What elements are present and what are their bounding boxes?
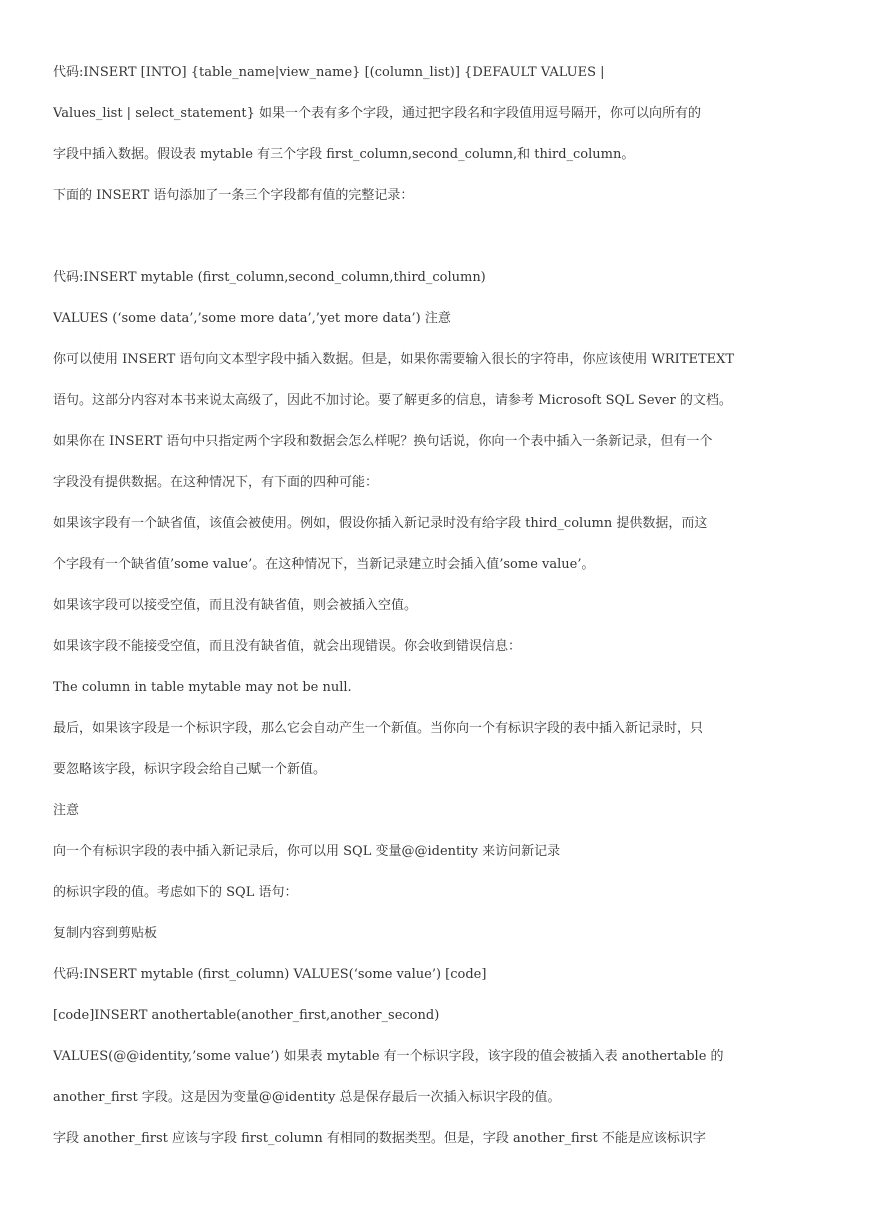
code-line: 代码:INSERT mytable (first_column) VALUES(‘some value’) [code]: [53, 967, 487, 982]
text-line: 你可以使用 INSERT 语句向文本型字段中插入数据。但是，如果你需要输入很长的字符串，你应该使用 WRITETEXT: [53, 352, 735, 367]
error-message-line: The column in table mytable may not be null.: [53, 680, 352, 695]
text-line: 如果该字段可以接受空值，而且没有缺省值，则会被插入空值。: [53, 598, 418, 613]
text-line: 如果该字段有一个缺省值，该值会被使用。例如，假设你插入新记录时没有给字段 third_column 提供数据，而这: [53, 516, 708, 531]
text-line: 的标识字段的值。考虑如下的 SQL 语句：: [53, 885, 298, 900]
text-line: 语句。这部分内容对本书来说太高级了，因此不加讨论。要了解更多的信息，请参考 Microsoft SQL Sever 的文档。: [53, 393, 732, 408]
text-line: 最后，如果该字段是一个标识字段，那么它会自动产生一个新值。当你向一个有标识字段的表中插入新记录时，只: [53, 721, 704, 736]
copy-to-clipboard-label: 复制内容到剪贴板: [53, 926, 158, 941]
text-line: 代码:INSERT mytable (first_column,second_column,third_column): [53, 270, 486, 285]
text-line: 字段中插入数据。假设表 mytable 有三个字段 first_column,second_column,和 third_column。: [53, 147, 635, 162]
note-heading: 注意: [53, 803, 80, 818]
text-line: 个字段有一个缺省值’some value’。在这种情况下，当新记录建立时会插入值’some value’。: [53, 557, 595, 572]
text-line: 如果你在 INSERT 语句中只指定两个字段和数据会怎么样呢？换句话说，你向一个表中插入一条新记录，但有一个: [53, 434, 713, 449]
text-line: 字段没有提供数据。在这种情况下，有下面的四种可能：: [53, 475, 379, 490]
code-line: [code]INSERT anothertable(another_first,another_second): [53, 1008, 440, 1023]
text-line: Values_list | select_statement} 如果一个表有多个字段，通过把字段名和字段值用逗号隔开，你可以向所有的: [53, 106, 702, 121]
document-page: [53, 60, 833, 1167]
text-line: 向一个有标识字段的表中插入新记录后，你可以用 SQL 变量@@identity 来访问新记录: [53, 844, 561, 859]
text-line: another_first 字段。这是因为变量@@identity 总是保存最后一次插入标识字段的值。: [53, 1090, 561, 1105]
text-line: VALUES (‘some data’,’some more data’,’yet more data’) 注意: [53, 311, 451, 326]
text-line: VALUES(@@identity,’some value’) 如果表 mytable 有一个标识字段，该字段的值会被插入表 anothertable 的: [53, 1049, 724, 1064]
text-line: 要忽略该字段，标识字段会给自己赋一个新值。: [53, 762, 327, 777]
text-line: 字段 another_first 应该与字段 first_column 有相同的数据类型。但是，字段 another_first 不能是应该标识字: [53, 1131, 706, 1146]
text-line: 代码:INSERT [INTO] {table_name|view_name} [(column_list)] {DEFAULT VALUES |: [53, 65, 605, 80]
text-line: 如果该字段不能接受空值，而且没有缺省值，就会出现错误。你会收到错误信息：: [53, 639, 522, 654]
text-line: 下面的 INSERT 语句添加了一条三个字段都有值的完整记录：: [53, 188, 414, 203]
blank-line: [53, 224, 833, 265]
